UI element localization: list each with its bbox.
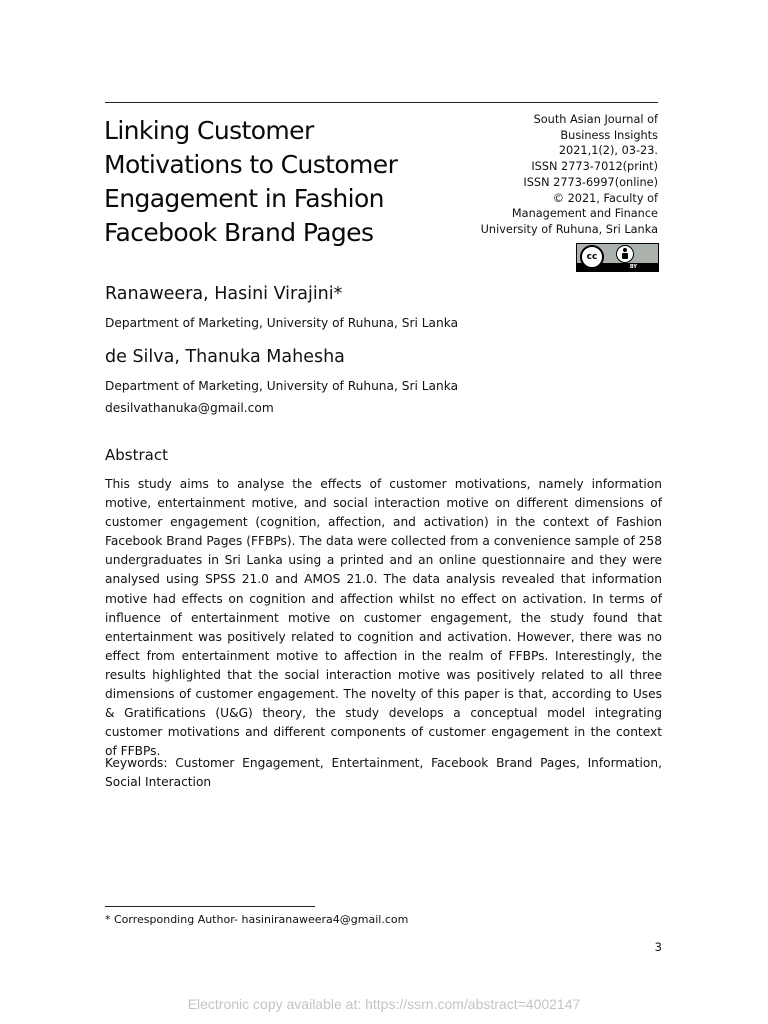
journal-info [481, 112, 658, 238]
header-rule [105, 102, 658, 103]
keywords: Keywords: Customer Engagement, Entertainment, Facebook Brand Pages, Information, Social Interaction [105, 756, 662, 790]
abstract-text: This study aims to analyse the effects of customer motivations, namely information motive, entertainment motive, and social interaction motive on different dimensions of customer engagement (cognition, affection, and activation) in the context of Fashion Facebook Brand Pages (FFBPs). The data were collected from a convenience sample of 258 undergraduates in Sri Lanka using a printed and an online questionnaire and they were analysed using SPSS 21.0 and AMOS 21.0. The data analysis revealed that information motive had effects on cognition and affection whilst no effect on activation. In terms of influence of entertainment motive on customer engagement, the study found that entertainment was positively related to cognition and activation. However, there was no effect from entertainment motive to affection in the realm of FFBPs. Interestingly, the results highlighted that the social interaction motive was positively related to all three dimensions of customer engagement. The novelty of this paper is that, according to Uses & Gratifications (U&G) theory, the study develops a conceptual model integrating customer motivations and different components of customer engagement in the context of FFBPs. [105, 477, 662, 759]
journal-line: ISSN 2773-7012(print) [531, 160, 658, 174]
journal-line: 2021,1(2), 03-23. [558, 144, 658, 158]
title-line: Engagement in Fashion [104, 184, 384, 213]
journal-line: ISSN 2773-6997(online) [523, 175, 658, 189]
journal-line: University of Ruhuna, Sri Lanka [480, 222, 658, 236]
page-number: 3 [654, 940, 662, 954]
author-affiliation: Department of Marketing, University of Ruhuna, Sri Lanka [105, 379, 459, 393]
title-line: Motivations to Customer [104, 150, 398, 179]
abstract-heading: Abstract [105, 446, 168, 464]
author-affiliation: Department of Marketing, University of Ruhuna, Sri Lanka [105, 316, 459, 330]
ssrn-availability-notice[interactable]: Electronic copy available at: https://ssrn.com/abstract=4002147 [187, 996, 581, 1012]
journal-line: © 2021, Faculty of [552, 191, 658, 205]
journal-line: Management and Finance [511, 207, 658, 221]
attribution-icon [616, 245, 634, 263]
by-label: BY [629, 264, 637, 270]
journal-line: South Asian Journal of [533, 113, 658, 126]
author-name: Ranaweera, Hasini Virajini* [105, 284, 343, 304]
title-line: Facebook Brand Pages [104, 218, 374, 247]
paper-title [104, 114, 464, 250]
corresponding-author-footnote: * Corresponding Author- hasiniranaweera4@gmail.com [105, 913, 409, 926]
author-email[interactable]: desilvathanuka@gmail.com [105, 401, 274, 415]
cc-by-license-badge[interactable] [576, 243, 659, 272]
footnote-rule [105, 906, 315, 907]
author-name: de Silva, Thanuka Mahesha [105, 347, 345, 367]
cc-icon: cc [580, 245, 604, 269]
journal-line: Business Insights [560, 128, 658, 142]
title-line: Linking Customer [104, 116, 314, 145]
